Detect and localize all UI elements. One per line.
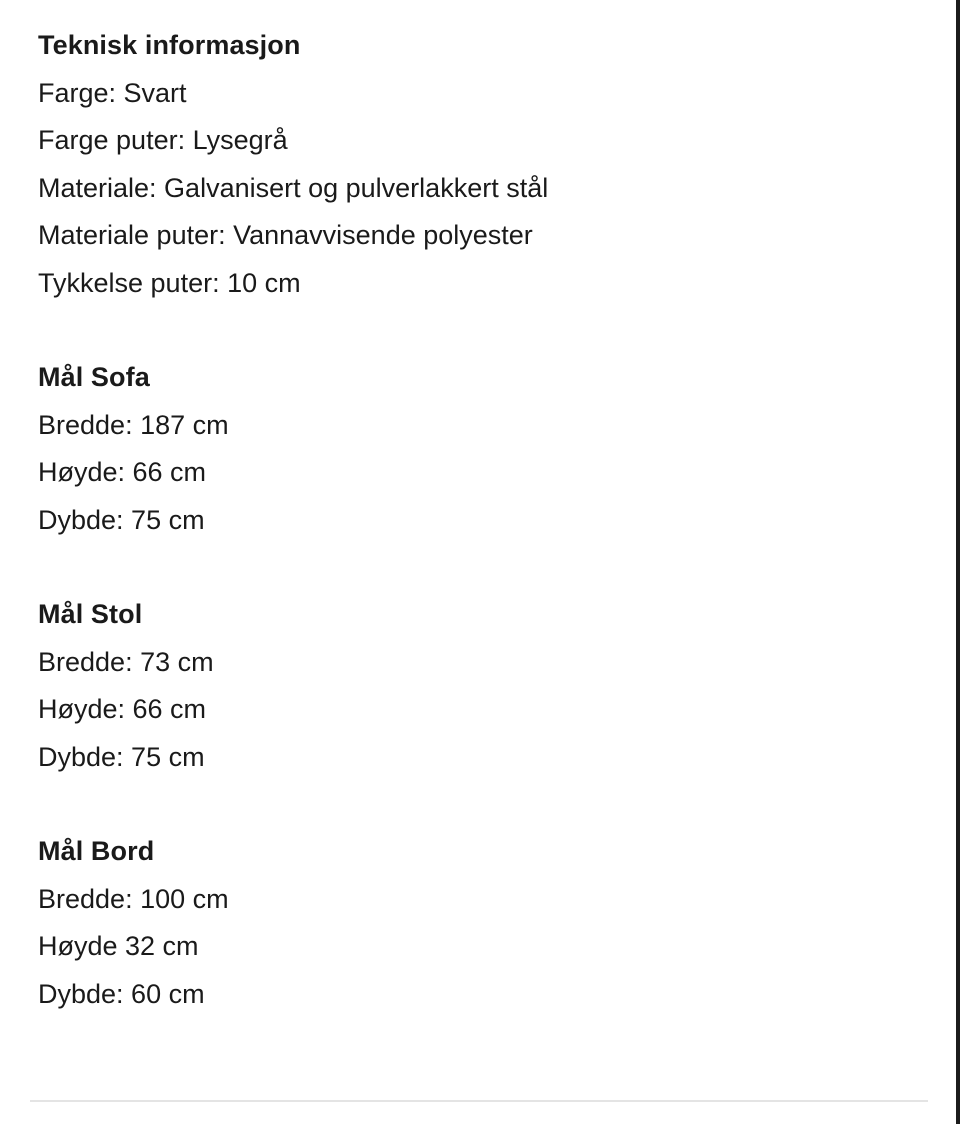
technical-info-section	[38, 22, 918, 307]
cushion-color-spec: Farge puter: Lysegrå	[38, 125, 288, 155]
section-divider	[30, 1100, 928, 1102]
table-height: Høyde 32 cm	[38, 931, 199, 961]
table-dimensions-heading: Mål Bord	[38, 836, 155, 866]
chair-dimensions-section	[38, 591, 918, 781]
chair-height: Høyde: 66 cm	[38, 694, 207, 724]
product-specifications	[38, 22, 918, 1065]
chair-depth: Dybde: 75 cm	[38, 741, 205, 772]
sofa-height: Høyde: 66 cm	[38, 457, 207, 487]
chair-width: Bredde: 73 cm	[38, 646, 214, 677]
sofa-depth: Dybde: 75 cm	[38, 504, 205, 535]
sofa-dimensions-section	[38, 354, 918, 544]
table-depth: Dybde: 60 cm	[38, 978, 205, 1009]
window-edge	[956, 0, 960, 1124]
technical-info-heading: Teknisk informasjon	[38, 30, 301, 60]
material-spec: Materiale: Galvanisert og pulverlakkert stål	[38, 172, 549, 203]
chair-dimensions-heading: Mål Stol	[38, 599, 143, 629]
sofa-width: Bredde: 187 cm	[38, 409, 229, 440]
table-dimensions-section	[38, 828, 918, 1018]
sofa-dimensions-heading: Mål Sofa	[38, 362, 150, 392]
table-width: Bredde: 100 cm	[38, 883, 229, 914]
cushion-material-spec: Materiale puter: Vannavvisende polyester	[38, 220, 533, 250]
cushion-thickness-spec: Tykkelse puter: 10 cm	[38, 267, 301, 298]
color-spec: Farge: Svart	[38, 77, 187, 108]
